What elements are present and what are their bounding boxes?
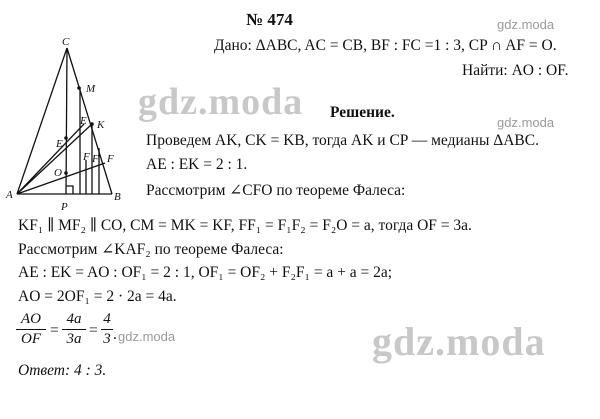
watermark-main: gdz.moda: [138, 81, 304, 123]
solution-line-3: Рассмотрим ∠CFO по теореме Фалеса:: [146, 182, 406, 199]
watermark-top-right: gdz.moda: [497, 17, 555, 32]
label-f: F: [107, 153, 114, 165]
segment-ak: [17, 124, 92, 194]
fraction-den-1: OF: [21, 331, 41, 347]
watermark-bottom-big: gdz.moda: [372, 319, 546, 364]
label-c: C: [62, 36, 70, 48]
answer-line: Ответ: 4 : 3.: [18, 362, 107, 379]
label-p: P: [61, 201, 68, 213]
label-e: E: [56, 138, 63, 150]
label-o: O: [54, 167, 62, 179]
watermark-mid-right: gdz.moda: [497, 115, 555, 130]
side-cb: [67, 48, 112, 194]
label-k: K: [97, 119, 105, 131]
label-b: B: [114, 191, 121, 203]
fraction-num-3: 4: [103, 311, 111, 327]
fraction-eq-2: =: [89, 322, 98, 339]
solution-heading: Решение.: [330, 104, 395, 121]
label-f1: F: [83, 151, 90, 163]
right-angle-mark: [66, 186, 73, 194]
solution-line-4: KF₁ ∥ MF₂ ∥ CO, CM = MK = KF, FF₁ = F₁F₂ = F₂O = a, тогда OF = 3a.: [18, 217, 472, 234]
fraction-num-2: 4a: [66, 311, 82, 327]
label-f2: F: [92, 153, 99, 165]
solution-line-2: AE : EK = 2 : 1.: [146, 156, 248, 173]
solution-line-6: AE : EK = AO : OF₁ = 2 : 1, OF₁ = OF₂ + F₂F₁ = a + a = 2a;: [18, 264, 393, 281]
solution-line-7: AO = 2OF₁ = 2 · 2a = 4a.: [18, 288, 177, 305]
fraction-den-2: 3a: [66, 331, 82, 347]
label-e1: E: [80, 115, 87, 127]
fraction-end: .: [113, 326, 117, 343]
label-a: A: [6, 189, 13, 201]
find-line: Найти: AO : OF.: [462, 62, 569, 79]
fraction-num-1: AO: [21, 311, 41, 327]
given-line: Дано: ΔABC, AC = CB, BF : FC =1 : 3, CP ∩ AF = O.: [214, 37, 557, 54]
fraction-den-3: 3: [103, 331, 111, 347]
solution-line-5: Рассмотрим ∠KAF₂ по теореме Фалеса:: [18, 241, 284, 258]
solution-line-1: Проведем AK, CK = KB, тогда AK и CP — медианы ΔABC.: [146, 132, 539, 149]
problem-number: № 474: [246, 10, 293, 29]
fraction-eq-1: =: [50, 322, 59, 339]
watermark-bottom-small: gdz.moda: [118, 329, 176, 344]
label-m: M: [86, 83, 96, 95]
segment-ae1: [17, 124, 84, 194]
